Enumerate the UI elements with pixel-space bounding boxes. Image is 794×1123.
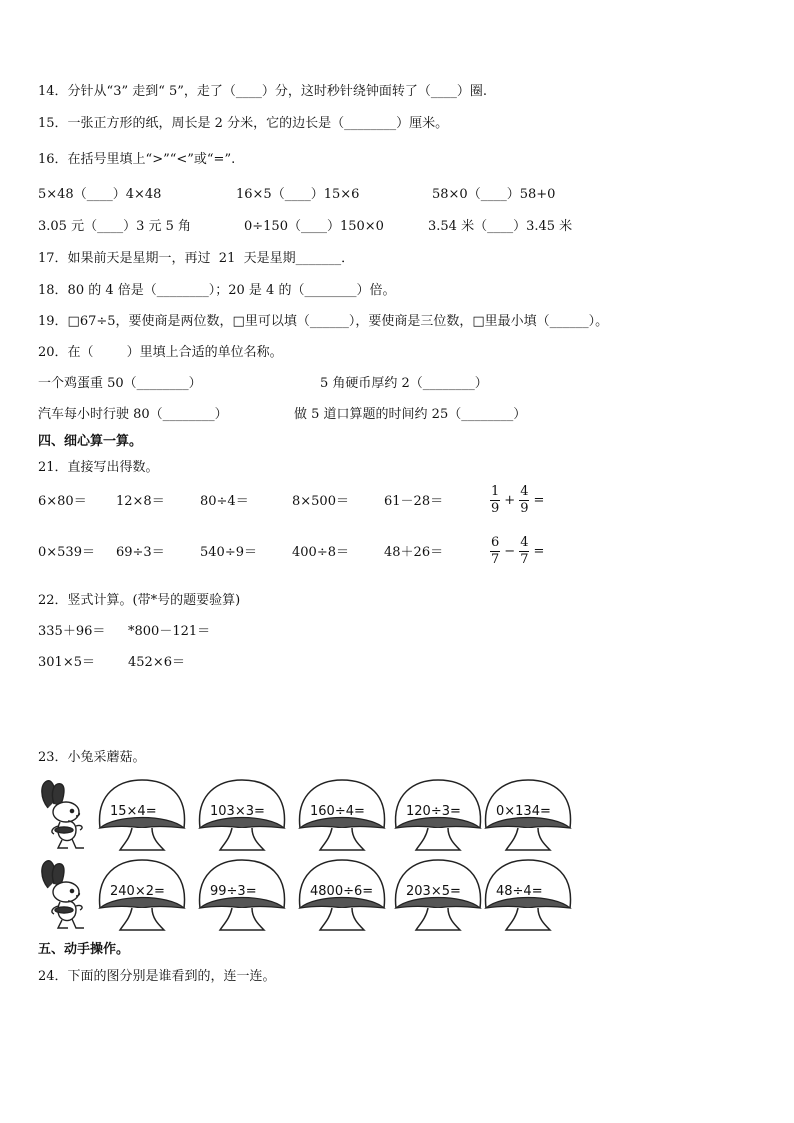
compare-item: 0÷150（____）150×0 [244,219,384,234]
mushroom-card [196,858,288,938]
calc-item: 540÷9＝ [200,545,257,560]
numerator: 1 [491,484,500,499]
compare-item: 16×5（____）15×6 [236,187,360,202]
calc-item: 61－28＝ [384,494,444,509]
mushroom-card [482,778,574,858]
unit-item: 5 角硬币厚约 2（________） [320,376,488,391]
mushroom-card [392,778,484,858]
section-heading: 五、动手操作。 [38,942,130,957]
compare-item: 3.05 元（____）3 元 5 角 [38,219,192,234]
equals-sign: = [533,493,545,508]
denominator: 9 [491,501,500,516]
question-20-title: 20．在（ ）里填上合适的单位名称。 [38,345,283,360]
calc-item: 80÷4＝ [200,494,249,509]
question-14: 14．分针从“3” 走到“ 5”，走了（____）分，这时秒针绕钟面转了（____）圈. [38,84,488,99]
vertical-calc-item: 301×5＝ [38,655,95,670]
rabbit-illustration [38,778,96,852]
calc-item: 400÷8＝ [292,545,349,560]
compare-item: 5×48（____）4×48 [38,187,162,202]
mushroom-card [96,778,188,858]
mushroom-card [296,858,388,938]
mushroom-expression: 15×4= [110,804,157,819]
denominator: 9 [520,501,529,516]
mushroom-expression: 203×5= [406,884,461,899]
question-23-title: 23．小兔采蘑菇。 [38,750,146,765]
mushroom-card [392,858,484,938]
denominator: 7 [491,552,500,567]
question-21-title: 21．直接写出得数。 [38,460,159,475]
mushroom-expression: 160÷4= [310,804,365,819]
compare-item: 3.54 米（____）3.45 米 [428,219,573,234]
question-16-title: 16．在括号里填上“>”“<”或“=”. [38,152,236,167]
mushroom-expression: 4800÷6= [310,884,374,899]
operator: − [504,544,516,559]
mushroom-expression: 0×134= [496,804,551,819]
calc-item: 48＋26＝ [384,545,444,560]
mushroom-card [96,858,188,938]
mushroom-card [196,778,288,858]
numerator: 4 [520,535,529,550]
vertical-calc-item: *800－121＝ [128,624,211,639]
unit-item: 汽车每小时行驶 80（________） [38,407,228,422]
mushroom-expression: 48÷4= [496,884,543,899]
calc-item: 8×500＝ [292,494,349,509]
mushroom-expression: 103×3= [210,804,265,819]
vertical-calc-item: 452×6＝ [128,655,185,670]
mushroom-expression: 240×2= [110,884,165,899]
rabbit-illustration [38,858,96,932]
mushroom-expression: 120÷3= [406,804,461,819]
question-24: 24．下面的图分别是谁看到的，连一连。 [38,969,276,984]
vertical-calc-item: 335＋96＝ [38,624,106,639]
numerator: 6 [491,535,500,550]
calc-item: 0×539＝ [38,545,95,560]
numerator: 4 [520,484,529,499]
fraction-expression [490,535,548,568]
calc-item: 12×8＝ [116,494,165,509]
question-17: 17．如果前天是星期一，再过 21 天是星期_______． [38,251,355,266]
mushroom-card [482,858,574,938]
mushroom-card [296,778,388,858]
calc-item: 69÷3＝ [116,545,165,560]
question-18: 18．80 的 4 倍是（________）；20 是 4 的（________）倍。 [38,283,396,298]
calc-item: 6×80＝ [38,494,87,509]
mushroom-expression: 99÷3= [210,884,257,899]
unit-item: 一个鸡蛋重 50（________） [38,376,202,391]
equals-sign: = [533,544,545,559]
compare-item: 58×0（____）58+0 [432,187,556,202]
operator: + [504,493,516,508]
fraction-expression [490,484,548,517]
denominator: 7 [520,552,529,567]
question-19: 19．□67÷5，要使商是两位数，□里可以填（______），要使商是三位数，□里最小填（______）。 [38,314,609,329]
unit-item: 做 5 道口算题的时间约 25（________） [294,407,527,422]
question-15: 15．一张正方形的纸，周长是 2 分米，它的边长是（________）厘米。 [38,116,449,131]
question-22-title: 22．竖式计算。(带*号的题要验算) [38,593,241,608]
section-heading: 四、细心算一算。 [38,434,143,449]
